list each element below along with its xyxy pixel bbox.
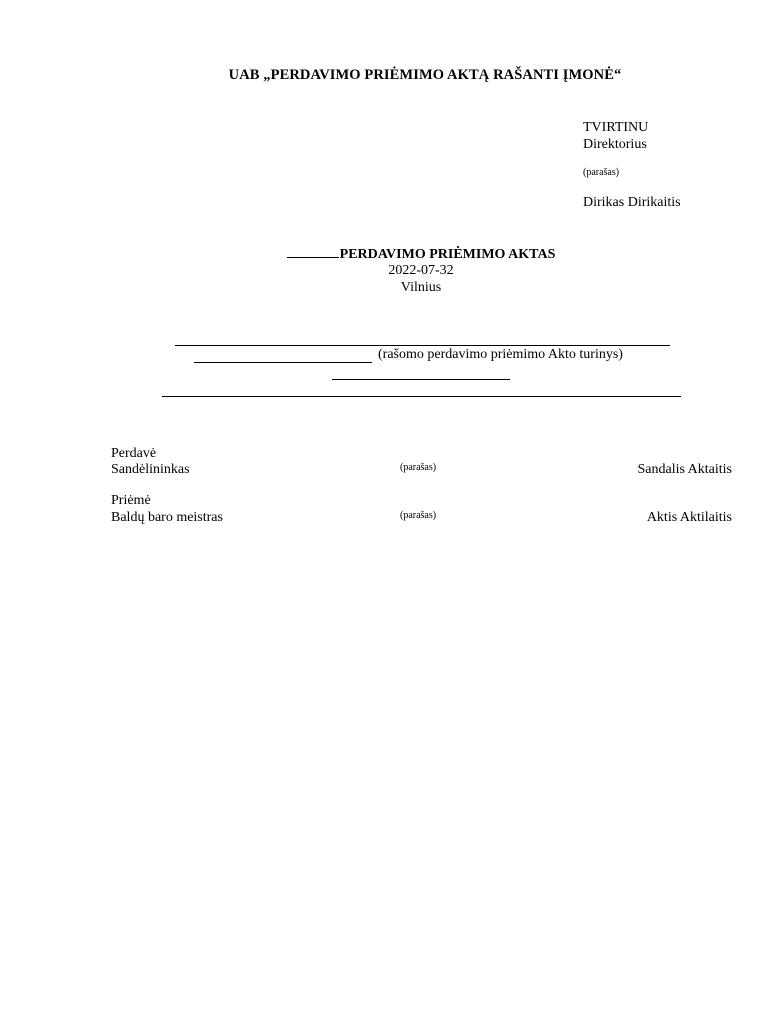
content-hint: (rašomo perdavimo priėmimo Akto turinys) xyxy=(378,347,623,362)
content-blank-line xyxy=(175,345,670,346)
act-place: Vilnius xyxy=(400,280,442,295)
receiver-role: Baldų baro meistras xyxy=(111,510,223,525)
act-date: 2022-07-32 xyxy=(388,263,454,278)
handover-signature-hint: (parašas) xyxy=(400,462,437,473)
receiver-name: Aktis Aktilaitis xyxy=(646,510,732,525)
approval-word: TVIRTINU xyxy=(583,120,649,135)
act-title: PERDAVIMO PRIĖMIMO AKTAS xyxy=(339,247,556,262)
approval-signature-hint: (parašas) xyxy=(583,167,620,178)
receiver-heading: Priėmė xyxy=(111,493,151,508)
act-title-line xyxy=(0,246,768,263)
approval-role: Direktorius xyxy=(583,137,647,152)
receiver-signature-hint: (parašas) xyxy=(400,510,437,521)
handover-role: Sandėlininkas xyxy=(111,462,190,477)
act-number-blank xyxy=(287,246,339,258)
content-blank-line xyxy=(332,379,510,380)
approval-name: Dirikas Dirikaitis xyxy=(583,195,681,210)
handover-name: Sandalis Aktaitis xyxy=(637,462,732,477)
company-heading: UAB „PERDAVIMO PRIĖMIMO AKTĄ RAŠANTI ĮMONĖ“ xyxy=(228,67,622,83)
content-blank-line xyxy=(162,396,681,397)
handover-heading: Perdavė xyxy=(111,446,157,461)
content-blank-line xyxy=(194,362,372,363)
